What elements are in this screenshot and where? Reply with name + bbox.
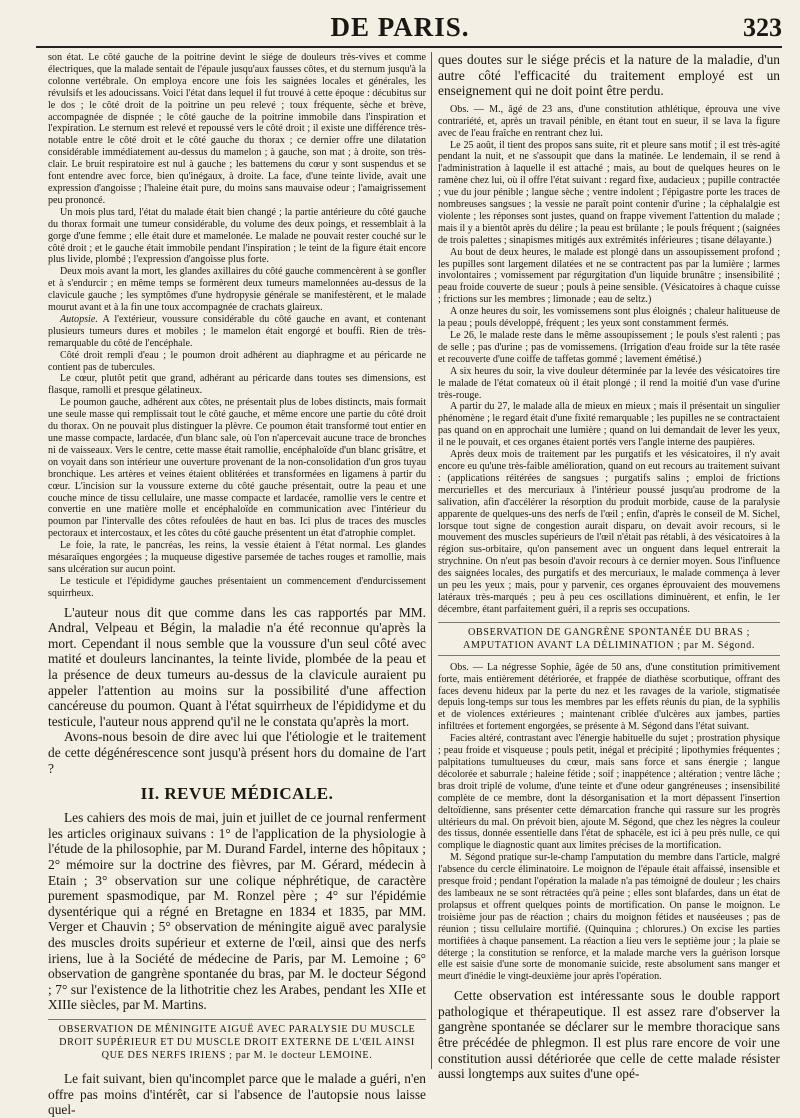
case-paragraph: Obs. — La négresse Sophie, âgée de 50 ans, d'une constitution primitivement forte, mais entièrement détériorée, et frappée de diathèse scorbutique, offrant des faces devenu hideux par la perte du nez et les ravages de la variole, stigmatisée depuis long-temps sur tous les membres par les effets réunis du pian, de la syphilis et de violences extérieures ; maintenant criblée d'ulcères aux jambes, parties infiltrées et fortement engorgées, se présente à M. Ségond dans l'état suivant. [438, 661, 780, 733]
running-title: DE PARIS. [330, 12, 470, 42]
case-paragraph: A onze heures du soir, les vomissemens sont plus éloignés ; chaleur halitueuse de la peau ; pouls développé, fréquent ; les yeux sont constamment fermés. [438, 306, 780, 330]
editorial-commentary [48, 605, 426, 777]
autopsie-paragraph: Le foie, la rate, le pancréas, les reins, la vessie étaient à l'état normal. Les glandes mésaraïques engorgées ; la muqueuse digestive parsemée de taches rouges et ramollie, mais sans ulcération sur aucun point. [48, 540, 426, 575]
case-paragraph: Obs. — M., âgé de 23 ans, d'une constitution athlétique, éprouva une vive contrariété, et, après un travail pénible, en étant tout en sueur, il se lava la figure avec de l'eau fraîche en rentrant chez lui. [438, 103, 780, 139]
autopsie-paragraph: Côté droit rempli d'eau ; le poumon droit adhérent au diaphragme et au péricarde ne contient pas de tubercules. [48, 349, 426, 373]
meningitis-case [438, 104, 780, 616]
autopsie-paragraph: Le cœur, plutôt petit que grand, adhérant au péricarde dans toutes ses dimensions, est flasque, ramolli et presque gélatineux. [48, 373, 426, 397]
observation-intro [48, 1071, 426, 1118]
gangrene-commentary [438, 988, 780, 1082]
gangrene-case [438, 662, 780, 983]
commentary-paragraph: Avons-nous besoin de dire avec lui que l'étiologie et le traitement de cette dégénérescence sont jusqu'à présent hors du domaine de l'art ? [48, 729, 426, 776]
case-paragraph: son état. Le côté gauche de la poitrine devint le siége de douleurs très-vives et comme électriques, que la malade sentait de l'épaule jusqu'aux fausses côtes, et du sternum jusqu'à la colonne vertébrale. On employa encore une fois les saignées locales et générales, les révulsifs et les adoucissans. Voici l'état dans lequel il fut trouvé à cette époque : décubitus sur le dos ; le côté droit de la poitrine un peu relevé ; toux fréquente, sèche et brève, accompagnée de dispnée ; le côté gauche de la poitrine immobile dans l'inspiration et l'expiration. Le sternum est relevé et repoussé vers le côté droit ; il existe une différence très-notable entre le côté droit et le côté gauche du thorax ; ce dernier offre une dilatation considérable immédiatement au-dessus du mamelon ; à gauche, son mat ; à droite, son très-clair. Le bruit respiratoire est nul à gauche ; les battemens du cœur y sont suspendus et se font entendre avec force, bien qu'inégaux, à droite. La face, d'une teinte livide, avait une expression d'angoisse ; l'haleine était pure, du moins sans mauvaise odeur ; l'amaigrissement peu prononcé. [48, 52, 426, 206]
autopsie-paragraph: Le testicule et l'épididyme gauches présentaient un commencement d'endurcissement squirrheux. [48, 575, 426, 599]
observation-paragraph: ques doutes sur le siége précis et la nature de la maladie, d'un autre côté l'efficacité du traitement employé est un enseignement qui ne doit point être perdu. [438, 52, 780, 99]
right-column [438, 52, 780, 1082]
case-paragraph: Deux mois avant la mort, les glandes axillaires du côté gauche commencèrent à se gonfler et à s'endurcir ; en même temps se formèrent deux tumeurs mamelonnées au-dessus de la clavicule gauche ; les symptômes d'une hydropysie générale se manifestèrent, et le malade mourut avant et à la fin une toux accompagnée de crachats glaireux. [48, 266, 426, 314]
case-paragraph: A six heures du soir, la vive douleur déterminée par la levée des vésicatoires tire le malade de l'état comateux où il était plongé ; il rend la moitié d'un vase d'urine très-rouge. [438, 365, 780, 401]
page-header [0, 6, 800, 40]
page-number: 323 [743, 13, 782, 42]
case-paragraph: M. Ségond pratique sur-le-champ l'amputation du membre dans l'article, malgré l'absence du cercle éliminatoire. Le moignon de l'épaule était affaissé, insensible et presque froid ; pendant l'opération la malade n'a pas témoigné de douleur ; les chairs des lambeaux ne se sont rétractées qu'à peine ; elles sont blafardes, dans un état de prolapsus et offrent quelques points de mortification. On panse le moignon. Le troisième jour pas de réaction ; chairs du moignon fétides et nauséeuses ; pas de réunion ; tissu cellulaire mortifié. (Quinquina ; chlorures.) On excise les parties mortifiées à chaque pansement. La réaction a lieu vers le septième jour ; la plaie se déterge ; la constitution se renforce, et la malade marche vers la guérison lorsque elle est saisie d'une sorte de monomanie suicide, reste absolument sans manger et meurt d'inédie le vingt-deuxième jour après l'opération. [438, 852, 780, 983]
autopsie-paragraph: Le poumon gauche, adhérent aux côtes, ne présentait plus de lobes distincts, mais formait une seule masse qui remplissait tout le côté gauche, et même encore une partie du côté droit du thorax. On ne pouvait plus distinguer la plèvre. Ce poumon était transformé tout entier en une masse compacte, lardacée, d'un blanc sale, où l'on n'apercevait aucune trace de bronches ni de vaisseaux. Vers le centre, cette masse était ramollie, encéphaloïde d'un blanc grisâtre, et on voyait dans son intérieur une ouverture provenant de la non-consolidation d'un gros tuyau bronchique. Les artères et veines étaient oblitérées et transformées en ligamens à partir du cœur. L'incision sur la voussure externe du côté gauche présentait, outre la peau et une couche mince de tissu cellulaire, une masse compacte et lardacée, ramollie vers le centre et convertie en une matière molle et encéphaloïde en communication avec l'intérieur du poumon par l'intervalle des côtes refoulées de haut en bas. Ici plus de traces des muscles pectoraux et intercostaux, et les côtes du côté gauche présentent un état d'atrophie complet. [48, 397, 426, 540]
commentary-paragraph: Cette observation est intéressante sous le double rapport pathologique et thérapeutique. Il est assez rare d'observer la gangrène spontanée se déclarer sur le membre thoracique sans être précédée de phlegmon. Il est plus rare encore de voir une constitution aussi détériorée que celle de cette malade résister aussi longtemps aux suites d'une opé- [438, 988, 780, 1082]
case-paragraph: Le 25 août, il tient des propos sans suite, rit et pleure sans motif ; il est très-agité pendant la nuit, et ne s'assoupit que dans la matinée. Le lendemain, il se rend à l'administration à laquelle il est attaché ; mais, au bout de quelques heures on le ramène chez lui, où il offre l'état suivant : regard fixe, audacieux ; pupille contractée ; vue du jour pénible ; langue sèche ; ventre indolent ; l'épigastre porte les traces de nombreuses sangsues ; la vessie ne paraît point contenir d'urine ; la céphalalgie est violente ; les réponses sont justes, quand on frappe vivement l'attention du malade ; mais il y a bientôt après du délire ; la peau est brûlante ; le pouls fréquent ; (saignées de trois palettes ; sinapismes mitigés aux extrémités inférieures ; tisane délayante.) [438, 139, 780, 246]
case-report-continuation [48, 52, 426, 600]
left-column [48, 52, 426, 1118]
case-paragraph: Au bout de deux heures, le malade est plongé dans un assoupissement profond ; les pupilles sont largement dilatées et ne se contractent pas par la lumière ; larmes involontaires ; vomissement par régurgitation d'un liquide brunâtre ; insensibilité ; peau froide couverte de sueur ; pouls à peine sensible. (Vésicatoires à chaque cuisse ; frictions sur les membres ; limonade ; eau de seltz.) [438, 246, 780, 306]
case-paragraph: Après deux mois de traitement par les purgatifs et les vésicatoires, il n'y avait encore eu qu'une très-faible amélioration, quand on eut recours au traitement suivant : (applications réitérées de sangsues ; purgatifs salins ; emploi de frictions mercurielles et des mercuriaux à l'intérieur poussé jusqu'au prodrome de la salivation, afin d'accélérer la résorption du produit morbide, cause de la paralysie apparente de quelques-uns des nerfs de l'œil ; enfin, d'après le conseil de M. Sichel, lorsque tout signe de congestion aurait disparu, on devait avoir recours, si le mouvement des muscles supérieurs de l'œil n'était pas rétabli, à des vésicatoires à la région sus-orbitaire, qu'on pansement avec un onguent dans lequel entrerait la strychnine. On n'eut pas besoin d'avoir recours à ce dernier moyen. Sous l'influence des saignées locales, des purgatifs et des mercuriaux, le malade commença à lever un peu les yeux ; mais, pour y parvenir, ces organes éprouvaient des mouvemens latéraux très-marqués ; peu à peu ces oscillations diminuèrent, et enfin, le 1er décembre, étant parfaitement guéri, il a repris ses occupations. [438, 449, 780, 615]
observation-heading: OBSERVATION DE GANGRÈNE SPONTANÉE DU BRAS ; AMPUTATION AVANT LA DÉLIMINATION ; par M. Ségond. [438, 622, 780, 656]
commentary-paragraph: L'auteur nous dit que comme dans les cas rapportés par MM. Andral, Velpeau et Bégin, la maladie n'a été reconnue qu'après la mort. Cependant il nous semble que la voussure d'un seul côté avec matité et douleurs lancinantes, la teinte livide, plombée de la peau et la présence de deux tumeurs au-dessus de la clavicule auraient pu appeler l'attention au moins sur la possibilité d'une affection cancéreuse du poumon. Quant à l'état squirrheux de l'épididyme et du testicule, l'auteur nous apprend qu'il ne le constata qu'après la mort. [48, 604, 426, 729]
section-heading: II. REVUE MÉDICALE. [140, 784, 334, 804]
review-summary [48, 810, 426, 1013]
case-paragraph: Facies altéré, contrastant avec l'énergie habituelle du sujet ; prostration physique ; peau froide et visqueuse ; pouls petit, inégal et précipité ; lipothymies fréquentes ; palpitations tumultueuses du cœur, mais sans force et sans énergie ; langue décolorée et saburrale ; haleine fétide ; soif ; inappétence ; altération ; ventre lâche ; bras droit triplé de volume, d'une teinte et d'une odeur gangréneuses ; insensibilité complète de ce membre, dont la désorganisation et la mort dépassent l'insertion deltoïdienne, sans présenter cette démarcation franche qui rassure sur les progrès ultérieurs du mal. On prévoit bien, ajoute M. Ségond, que chez les nègres la couleur des tissus, donnée essentielle dans l'état de sphacèle, est ici à peu près nulle, ce qui complique le diagnostic quant aux limites précises de la mortification. [438, 733, 780, 852]
observation-heading: OBSERVATION DE MÉNINGITE AIGUË AVEC PARALYSIE DU MUSCLE DROIT SUPÉRIEUR ET DU MUSCLE DROIT EXTERNE DE L'ŒIL AINSI QUE DES NERFS IRIENS ; par M. le docteur LEMOINE. [48, 1019, 426, 1065]
review-paragraph: Les cahiers des mois de mai, juin et juillet de ce journal renferment les articles originaux suivans : 1° de l'application de la physiologie à l'étude de la philosophie, par M. Durand Fardel, interne des hôpitaux ; 2° mémoire sur la doctrine des fièvres, par M. Gérard, médecin à Etain ; 3° observation sur une colique néphrétique, de caractère purement spasmodique, par M. Ronzel père ; 4° sur l'épidémie dysentérique qui a régné en Bretagne en 1834 et 1835, par MM. Verger et Chauvin ; 5° observation de méningite aiguë avec paralysie des muscles droits supérieur et externe de l'œil, ainsi que des nerfs iriens, lue à la Société de médecine de Paris, par M. Lemoine ; 6° observation de gangrène spontanée du bras, par M. le docteur Ségond ; 7° sur l'existence de la lithotritie chez les Arabes, pendant les XIIe et XIIIe siècles, par M. Martins. [48, 810, 426, 1013]
case-paragraph: A partir du 27, le malade alla de mieux en mieux ; mais il présentait un singulier phénomène ; le regard était d'une fixité remarquable ; les pupilles ne se contractaient pas quand on en approchait une lumière ; quand on lui demandait de lever les yeux, il ne le pouvait, et ces organes étaient portés vers l'angle interne des paupières. [438, 401, 780, 449]
observation-paragraph: Le fait suivant, bien qu'incomplet parce que le malade a guéri, n'en offre pas moins d'intérêt, car si l'absence de l'autopsie nous laisse quel- [48, 1070, 426, 1118]
column-divider [431, 52, 432, 1069]
autopsie-paragraph [48, 314, 426, 350]
case-paragraph: Le 26, le malade reste dans le même assoupissement ; le pouls s'est ralenti ; pas de selle ; pas d'urine ; pas de vomissemens. (Irrigation d'eau froide sur la tête rasée et recouverte d'une coiffe de taffetas gommé ; lavement émétisé.) [438, 330, 780, 365]
observation-intro-continued [438, 52, 780, 99]
autopsie-text: A l'extérieur, voussure considérable du côté gauche en avant, et contenant plusieurs tumeurs dures et mobiles ; le mamelon était engorgé et bouffi. Rien de très-remarquable du côté de l'encéphale. [48, 313, 426, 349]
case-paragraph: Un mois plus tard, l'état du malade était bien changé ; la partie antérieure du côté gauche du thorax formait une tumeur considérable, du volume des deux poings, et ressemblait à la gorge d'une femme ; elle était dure et mamelonée. Le malade ne pouvait rester couché sur le côté droit ; et le gauche était immobile pendant l'inspiration ; le teint de la figure était encore plus livide, plombé ; l'expression d'angoisse plus forte. [48, 206, 426, 266]
header-rule [36, 46, 782, 48]
autopsie-label: Autopsie. [60, 313, 98, 325]
